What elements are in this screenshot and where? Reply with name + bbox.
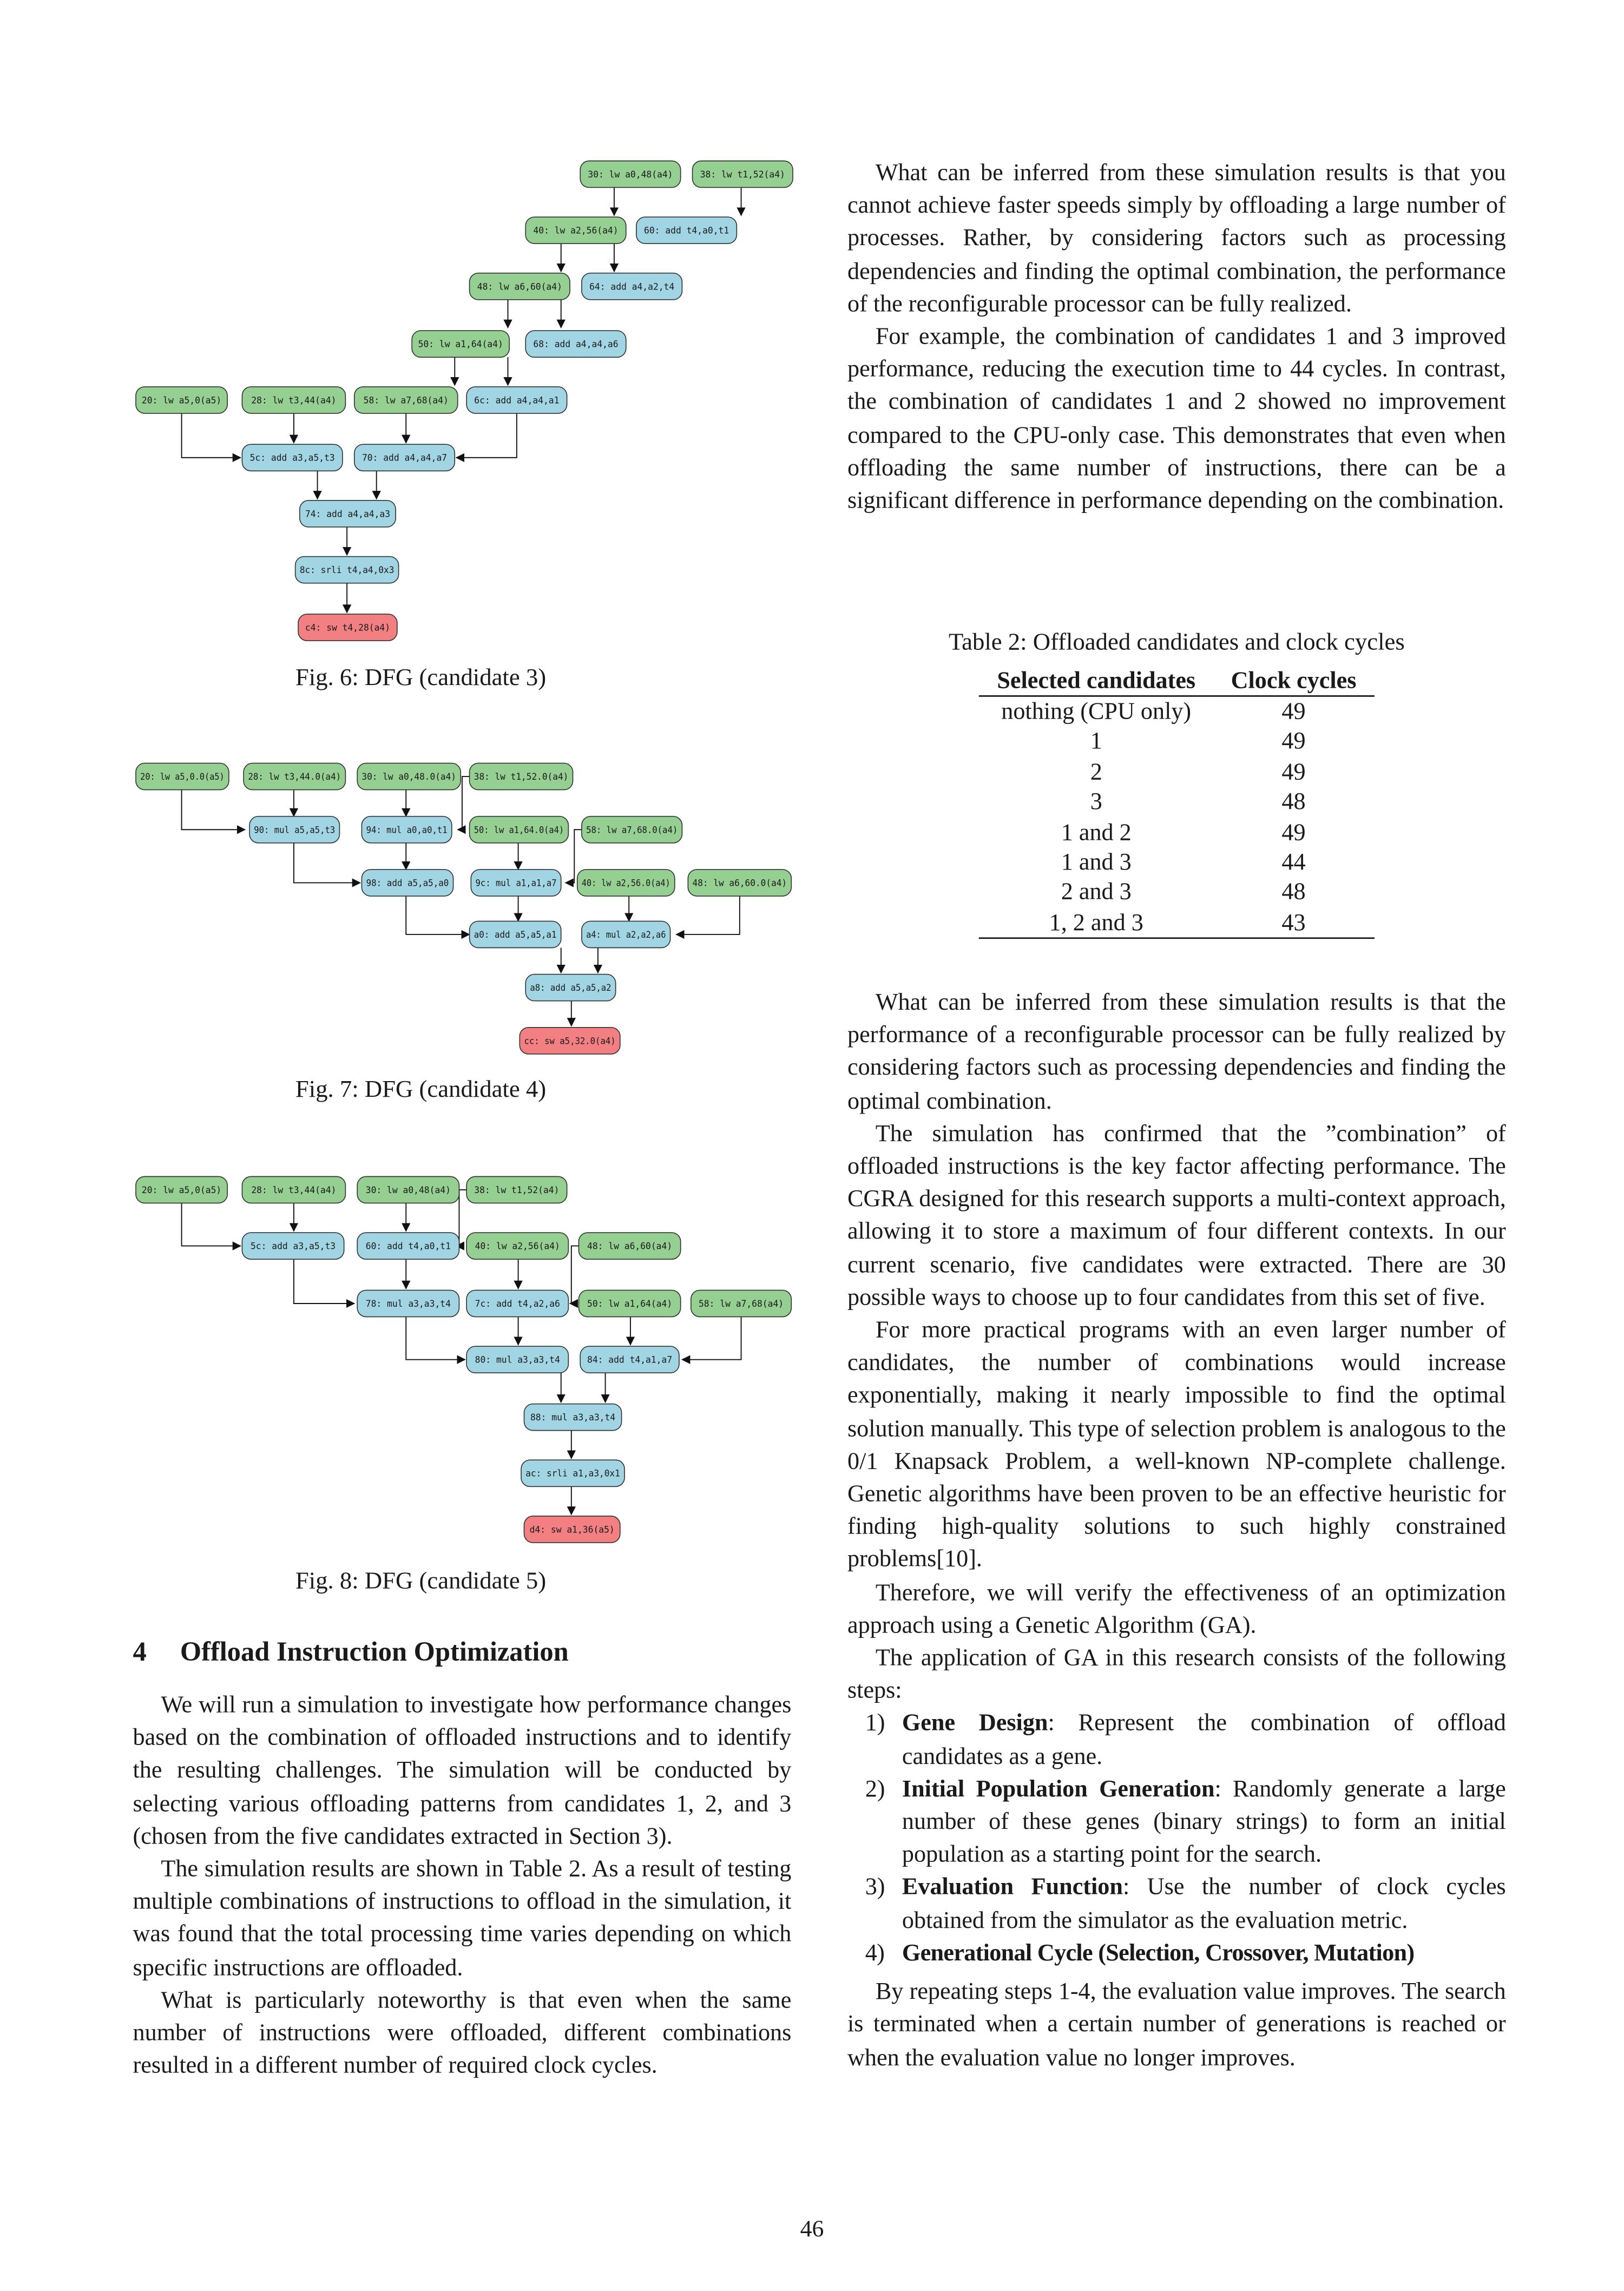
paragraph: We will run a simulation to investigate how performance changes based on the combination of offloaded instructions and to identify the resulting challenges. The simulation will be conducted by selecting various offloading patterns from candidates 1, 2, and 3 (chosen from the five candidates extracted in Section 3). [133,1691,792,1849]
dfg-node-load [466,1176,567,1203]
dfg-node-label: 90: mul a5,a5,t3 [254,825,336,836]
table-row [979,907,1375,938]
dfg-node-load [578,1233,680,1259]
dfg-node-compute [580,1346,679,1373]
section-heading [133,1638,798,1669]
dfg-node-label: 50: lw a1,64(a4) [418,339,503,350]
table-header-row [979,666,1375,696]
dfg-node-label: 60: add t4,a0,t1 [644,225,729,236]
step-term: Generational Cycle (Selection, Crossover, Mutation) [902,1939,1415,1966]
cell-cycles: 49 [1281,698,1306,725]
figure-7-caption: Fig. 7: DFG (candidate 4) [295,1075,547,1103]
dfg-node-label: 9c: mul a1,a1,a7 [475,878,557,889]
dfg-node-label: 30: lw a0,48.0(a4) [361,772,457,783]
table-row [979,757,1375,787]
dfg-node-compute [357,1233,459,1259]
dfg-node-compute [525,331,626,357]
dfg-node-load [136,1176,227,1203]
dfg-node-label: c4: sw t4,28(a4) [305,622,391,634]
dfg-node-label: 48: lw a6,60.0(a4) [692,878,787,889]
dfg-node-label: cc: sw a5,32.0(a4) [524,1036,616,1047]
dfg-node-compute [361,817,451,843]
dfg-node-label: 58: lw a7,68(a4) [698,1299,784,1310]
dfg-node-label: 28: lw t3,44.0(a4) [248,772,341,783]
dfg-node-load [580,161,681,187]
dfg-node-load [466,1233,568,1259]
dfg-node-load [136,387,227,413]
ga-step: 4) Generational Cycle (Selection, Crossover, Mutation) [865,1939,1415,1966]
dfg-node-compute [361,870,453,896]
dfg-node-load [577,870,675,896]
cell-cycles: 48 [1281,879,1306,906]
dfg-node-load [693,161,793,187]
dfg-node-label: 64: add a4,a2,t4 [589,281,675,293]
dfg-node-compute [466,1346,568,1373]
table-row [979,727,1375,757]
dfg-node-label: 84: add t4,a1,a7 [587,1354,673,1366]
cell-cycles: 49 [1281,728,1306,755]
ga-steps-list [847,1707,1506,1970]
dfg-node-label: 78: mul a3,a3,t4 [365,1299,451,1310]
dfg-node-compute [521,1460,624,1486]
dfg-node-compute [525,975,615,1001]
dfg-node-label: 40: lw a2,56(a4) [533,225,619,236]
dfg-node-label: 40: lw a2,56.0(a4) [581,878,670,889]
table-row [979,817,1375,847]
table-row [979,878,1375,908]
dfg-node-load [357,763,461,789]
dfg-node-label: 8c: srli t4,a4,0x3 [299,565,395,576]
paragraph: What can be inferred from these simulation results is that the performance of a reconfigurable processor can be fully realized by considering factors such as processing dependencies and finding the optimal combination. [847,989,1506,1114]
ga-step: 3) Evaluation Function: Use the number of clock cycles obtained from the simulator as the evaluation metric. [865,1874,1506,1934]
right-column-middle [847,986,1506,2073]
step-term: Evaluation Function [902,1874,1123,1901]
dfg-node-load [357,1176,459,1203]
dfg-node-label: 98: add a5,a5,a0 [366,878,449,889]
cell-candidates: 1 [1090,728,1102,755]
paragraph: By repeating steps 1-4, the evaluation value improves. The search is terminated when a certain number of generations is reached or when the evaluation value no longer improves. [847,1978,1506,2071]
table-row [979,847,1375,878]
step-term: Gene Design [902,1710,1048,1737]
figure-8-dfg [0,1151,827,1565]
dfg-node-label: 5c: add a3,a5,t3 [250,1241,336,1252]
page-number: 46 [800,2217,824,2243]
paragraph: Therefore, we will verify the effectiveness of an optimization approach using a Genetic Algorithm (GA). [847,1579,1506,1638]
right-column-top [847,156,1506,517]
paragraph: The simulation has confirmed that the ”combination” of offloaded instructions is the key factor affecting performance. The CGRA designed for this research supports a multi-context approach, allowing it to store a maximum of four different contexts. In our current scenario, five candidates were extracted. There are 30 possible ways to choose up to four candidates from this set of five. [847,1120,1506,1311]
dfg-node-label: 50: lw a1,64(a4) [587,1299,673,1310]
cell-candidates: 2 and 3 [1061,879,1132,906]
dfg-node-compute [582,921,670,947]
dfg-node-load [412,331,509,357]
dfg-node-label: 28: lw t3,44(a4) [251,395,337,406]
header-clock-cycles: Clock cycles [1213,666,1374,696]
dfg-node-compute [466,1290,568,1316]
dfg-node-label: 6c: add a4,a4,a1 [474,395,560,406]
dfg-node-label: 30: lw a0,48(a4) [588,169,673,180]
dfg-node-compute [582,273,682,300]
dfg-node-label: 58: lw a7,68(a4) [363,395,449,406]
dfg-node-label: a4: mul a2,a2,a6 [586,929,666,940]
cell-cycles: 48 [1281,788,1306,815]
dfg-node-load [470,817,569,843]
step-term: Initial Population Generation [902,1775,1215,1802]
ga-step: 1) Gene Design: Represent the combination of offload candidates as a gene. [865,1710,1506,1770]
dfg-node-store [520,1028,620,1054]
dfg-node-label: a8: add a5,a5,a2 [530,983,612,994]
cell-candidates: 1 and 3 [1061,848,1132,875]
dfg-node-compute [295,557,399,583]
dfg-node-label: 94: mul a0,a0,t1 [366,825,448,836]
dfg-node-compute [300,501,396,527]
header-selected-candidates: Selected candidates [979,666,1213,696]
dfg-node-compute [249,817,339,843]
dfg-node-label: 70: add a4,a4,a7 [361,452,448,464]
dfg-node-load [688,870,791,896]
dfg-node-label: 28: lw t3,44(a4) [251,1184,337,1196]
cell-cycles: 43 [1213,907,1374,938]
cell-cycles: 49 [1281,819,1306,846]
dfg-node-label: 20: lw a5,0(a5) [141,395,222,406]
paragraph: What is particularly noteworthy is that even when the same number of instructions were offloaded, different combinations resulted in a different number of required clock cycles. [133,1986,792,2079]
dfg-node-load [470,763,573,789]
dfg-node-compute [466,387,567,413]
dfg-node-label: 5c: add a3,a5,t3 [249,452,335,464]
cell-cycles: 49 [1281,758,1306,785]
dfg-node-compute [354,444,455,471]
dfg-node-label: 58: lw a7,68.0(a4) [586,825,678,836]
dfg-node-load [242,1176,345,1203]
dfg-node-label: 68: add a4,a4,a6 [533,339,619,350]
dfg-node-compute [524,1404,622,1431]
cell-candidates: 2 [1090,758,1102,785]
dfg-node-store [298,614,397,641]
dfg-node-label: 38: lw t1,52.0(a4) [474,772,569,783]
cell-candidates: nothing (CPU only) [1001,698,1192,725]
dfg-node-label: 40: lw a2,56(a4) [475,1241,560,1252]
table-wrapper [847,666,1506,939]
dfg-node-label: 30: lw a0,48(a4) [365,1184,451,1196]
dfg-node-compute [636,217,737,243]
figure-6-dfg [0,0,827,709]
dfg-node-load [242,387,345,413]
paragraph: For example, the combination of candidates 1 and 3 improved performance, reducing the execution time to 44 cycles. In contrast, the combination of candidates 1 and 2 showed no improvement compared to the CPU-only case. This demonstrates that even when offloading the same number of instructions, there can be a significant difference in performance depending on the combination. [847,323,1506,514]
table-row [979,787,1375,818]
section-number: 4 [133,1638,147,1668]
table-2-caption: Table 2: Offloaded candidates and clock cycles [948,627,1405,656]
cell-cycles: 44 [1281,848,1306,875]
dfg-node-label: 48: lw a6,60(a4) [477,281,562,293]
figure-7-dfg [0,738,827,1077]
dfg-node-label: 48: lw a6,60(a4) [587,1241,673,1252]
dfg-node-label: 80: mul a3,a3,t4 [475,1354,560,1366]
dfg-node-load [136,763,229,789]
cell-candidates: 1 and 2 [1061,819,1132,846]
dfg-node-load [470,273,570,300]
dfg-node-load [691,1290,792,1316]
dfg-node-label: 38: lw t1,52(a4) [474,1184,560,1196]
dfg-node-label: d4: sw a1,36(a5) [529,1524,615,1536]
left-column-body [133,1689,792,2082]
dfg-node-label: 74: add a4,a4,a3 [305,509,391,520]
section-title: Offload Instruction Optimization [180,1638,569,1668]
dfg-node-label: 7c: add t4,a2,a6 [475,1299,560,1310]
figure-6-caption: Fig. 6: DFG (candidate 3) [295,662,547,691]
cell-candidates: 3 [1090,788,1102,815]
dfg-node-label: 20: lw a5,0.0(a5) [140,772,225,783]
paragraph: For more practical programs with an even larger number of candidates, the number of combinations would increase exponentially, making it nearly impossible to find the optimal solution manually. This type of selection problem is analogous to the 0/1 Knapsack Problem, a well-known NP-complete challenge. Genetic algorithms have been proven to be an effective heuristic for finding high-quality solutions to such highly constrained problems[10]. [847,1316,1506,1573]
dfg-node-label: 88: mul a3,a3,t4 [530,1412,616,1424]
cell-candidates: 1, 2 and 3 [979,907,1213,938]
dfg-node-load [244,763,345,789]
dfg-node-compute [242,1233,344,1259]
dfg-node-label: 50: lw a1,64.0(a4) [474,825,564,836]
dfg-node-compute [242,444,343,471]
table-row [979,696,1375,727]
dfg-node-compute [470,921,561,947]
dfg-node-load [578,1290,680,1316]
paragraph: The simulation results are shown in Table 2. As a result of testing multiple combinations of instructions to offload in the simulation, it was found that the total processing time varies depending on which specific instructions are offloaded. [133,1855,792,1981]
dfg-node-label: 20: lw a5,0(a5) [141,1184,222,1196]
dfg-node-label: 60: add t4,a0,t1 [365,1241,451,1252]
ga-step: 2) Initial Population Generation: Randomly generate a large number of these genes (binary strings) to form an initial population as a starting point for the search. [865,1775,1506,1868]
dfg-node-compute [357,1290,459,1316]
dfg-node-load [525,217,626,243]
dfg-node-store [524,1516,620,1543]
paragraph: The application of GA in this research consists of the following steps: [847,1644,1506,1704]
dfg-node-label: ac: srli a1,a3,0x1 [525,1468,620,1479]
table-2 [979,666,1375,939]
figure-8-caption: Fig. 8: DFG (candidate 5) [295,1566,547,1595]
dfg-node-label: 38: lw t1,52(a4) [700,169,785,180]
dfg-node-load [582,817,682,843]
dfg-node-label: a0: add a5,a5,a1 [474,929,557,940]
dfg-node-load [354,387,458,413]
dfg-node-compute [471,870,561,896]
paragraph: What can be inferred from these simulation results is that you cannot achieve faster speeds simply by offloading a large number of processes. Rather, by considering factors such as processing dependencies and finding the optimal combination, the performance of the reconfigurable processor can be fully realized. [847,159,1506,318]
